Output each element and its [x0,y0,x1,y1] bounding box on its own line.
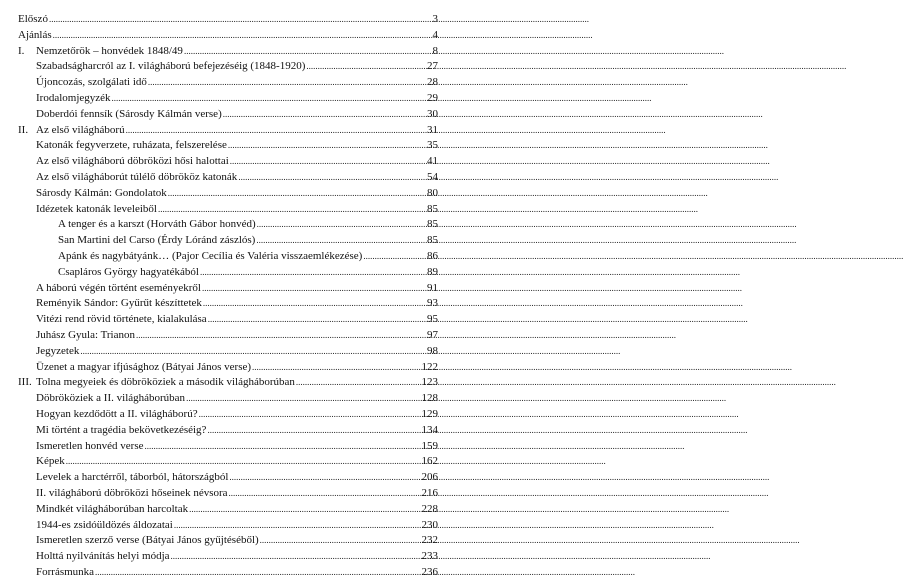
toc-entry [18,265,438,281]
dot-leader [53,28,427,44]
page-number: 206 [421,471,438,484]
dot-leader [145,439,421,455]
page-number: 85 [427,202,438,215]
entry-title: Csapláros György hagyatékából [58,265,199,278]
page-number: 86 [427,249,438,262]
toc-entry [18,407,438,423]
dot-leader [228,138,426,154]
dot-leader [199,407,421,423]
entry-title: Apánk és nagybátyánk… (Pajor Cecília és Valéria visszaemlékezése) [58,249,363,262]
dot-leader [80,344,426,360]
page-number: 80 [427,186,438,199]
toc-entry [18,202,438,218]
page-number: 54 [427,170,438,183]
entry-title: Ismeretlen honvéd verse [36,439,144,452]
dot-leader [186,391,420,407]
toc-entry [18,123,438,139]
dot-leader [363,249,426,265]
dot-leader [260,533,421,549]
toc-entry [18,565,438,581]
toc-entry [18,486,438,502]
entry-title: Doberdói fennsík (Sárosdy Kálmán verse) [36,107,222,120]
entry-title: Jegyzetek [36,344,80,357]
toc-entry [18,391,438,407]
entry-title: Levelek a harctérről, táborból, hátországból [36,471,229,484]
toc-entry [18,344,438,360]
page-number: 31 [427,123,438,136]
dot-leader [202,281,426,297]
page-number: 91 [427,281,438,294]
page-number: 8 [432,44,438,57]
page-number: 41 [427,155,438,168]
entry-title: Az első világháború döbröközi hősi halottai [36,155,229,168]
entry-title: Ajánlás [18,28,52,41]
dot-leader [252,360,420,376]
dot-leader [174,518,421,534]
toc-entry [18,170,438,186]
toc-entry [18,91,438,107]
entry-title: Képek [36,455,65,468]
dot-leader [112,91,426,107]
page-number: 232 [421,534,438,547]
toc-entry [18,423,438,439]
page-number: 162 [421,455,438,468]
page-number: 85 [427,218,438,231]
entry-title: Mindkét világháborúban harcoltak [36,502,189,515]
page-number: 27 [427,60,438,73]
entry-title: Döbrököziek a II. világháborúban [36,392,186,405]
page-number: 129 [421,407,438,420]
entry-title: Irodalomjegyzék [36,91,111,104]
entry-title: Holttá nyilvánítás helyi módja [36,550,170,563]
toc-entry [18,502,438,518]
page-number: 233 [421,550,438,563]
dot-leader [203,296,426,312]
entry-title: Szabadságharcról az I. világháború befejezéséig (1848-1920) [36,60,306,73]
toc-entry [18,454,438,470]
toc-entry [18,249,438,265]
dot-leader [184,44,427,60]
dot-leader [136,328,426,344]
toc-entry [18,217,438,233]
entry-title: Az első világháborút túlélő döbrököz katonák [36,170,238,183]
toc-entry [18,186,438,202]
toc-entry [18,375,438,391]
page-number: 98 [427,344,438,357]
dot-leader [208,312,426,328]
entry-title: Juhász Gyula: Trianon [36,328,135,341]
page-number: 123 [421,376,438,389]
dot-leader [158,202,426,218]
entry-title: Az első világháború [36,123,125,136]
entry-title: Katonák fegyverzete, ruházata, felszerelése [36,139,227,152]
dot-leader [296,375,421,391]
toc-entry [18,549,438,565]
toc-entry [18,75,438,91]
entry-title: Mi történt a tragédia bekövetkezéséig? [36,423,207,436]
page-number: 89 [427,265,438,278]
dot-leader [148,75,426,91]
entry-title: Hogyan kezdődött a II. világháború? [36,407,198,420]
dot-leader [207,423,420,439]
page-number: 3 [432,13,438,25]
entry-title: A tenger és a karszt (Horváth Gábor honvéd) [58,218,256,231]
entry-title: Vitézi rend rövid története, kialakulása [36,313,207,326]
page-number: 230 [421,518,438,531]
part-number: I. [18,44,25,57]
dot-leader [168,186,426,202]
dot-leader [126,123,426,139]
toc-entry [18,470,438,486]
dot-leader [171,549,421,565]
dot-leader [189,502,420,518]
page-number: 134 [421,423,438,436]
page-number: 122 [421,360,438,373]
toc-entry [18,59,438,75]
toc-entry [18,138,438,154]
toc-entry [18,312,438,328]
page-number: 228 [421,502,438,515]
page-number: 30 [427,107,438,120]
entry-title: Ismeretlen szerző verse (Bátyai János gyűjtéséből) [36,534,259,547]
entry-title: Nemzetőrök – honvédek 1848/49 [36,44,183,57]
dot-leader [230,154,426,170]
page-number: 85 [427,234,438,247]
entry-title: Idézetek katonák leveleiből [36,202,157,215]
entry-title: Forrásmunka [36,565,95,578]
table-of-contents [18,12,438,581]
page-number: 95 [427,313,438,326]
toc-entry [18,233,438,249]
toc-entry [18,296,438,312]
entry-title: Tolna megyeiek és döbrököziek a második világháborúban [36,376,295,389]
entry-title: San Martini del Carso (Érdy Lóránd zászlós) [58,234,256,247]
page-number: 216 [421,486,438,499]
toc-entry [18,107,438,123]
toc-entry [18,518,438,534]
page-number: 97 [427,328,438,341]
entry-title: Üzenet a magyar ifjúsághoz (Bátyai János verse) [36,360,252,373]
entry-title: Újoncozás, szolgálati idő [36,76,147,89]
entry-title: Reményik Sándor: Gyűrűt készíttetek [36,297,202,310]
toc-entry [18,328,438,344]
dot-leader [256,233,426,249]
entry-title: II. világháború döbröközi hőseinek névsora [36,486,228,499]
page-number: 35 [427,139,438,152]
entry-title: Előszó [18,13,48,25]
toc-entry [18,439,438,455]
entry-title: 1944-es zsidóüldözés áldozatai [36,518,173,531]
dot-leader [200,265,426,281]
page-number: 4 [432,28,438,41]
dot-leader [229,486,421,502]
toc-entry [18,44,438,60]
page-number: 236 [421,565,438,578]
toc-entry [18,12,438,28]
part-number: III. [18,376,32,389]
dot-leader [66,454,421,470]
toc-entry [18,154,438,170]
dot-leader [95,565,420,581]
page-number: 93 [427,297,438,310]
page-number: 28 [427,76,438,89]
dot-leader [223,107,426,123]
toc-entry [18,360,438,376]
toc-entry [18,281,438,297]
toc-entry [18,533,438,549]
dot-leader [257,217,426,233]
dot-leader [238,170,426,186]
part-number: II. [18,123,29,136]
dot-leader [306,59,426,75]
page-number: 128 [421,392,438,405]
entry-title: Sárosdy Kálmán: Gondolatok [36,186,167,199]
entry-title: A háború végén történt eseményekről [36,281,201,294]
dot-leader [229,470,420,486]
toc-entry [18,28,438,44]
dot-leader [49,12,427,28]
page-number: 159 [421,439,438,452]
page-number: 29 [427,91,438,104]
